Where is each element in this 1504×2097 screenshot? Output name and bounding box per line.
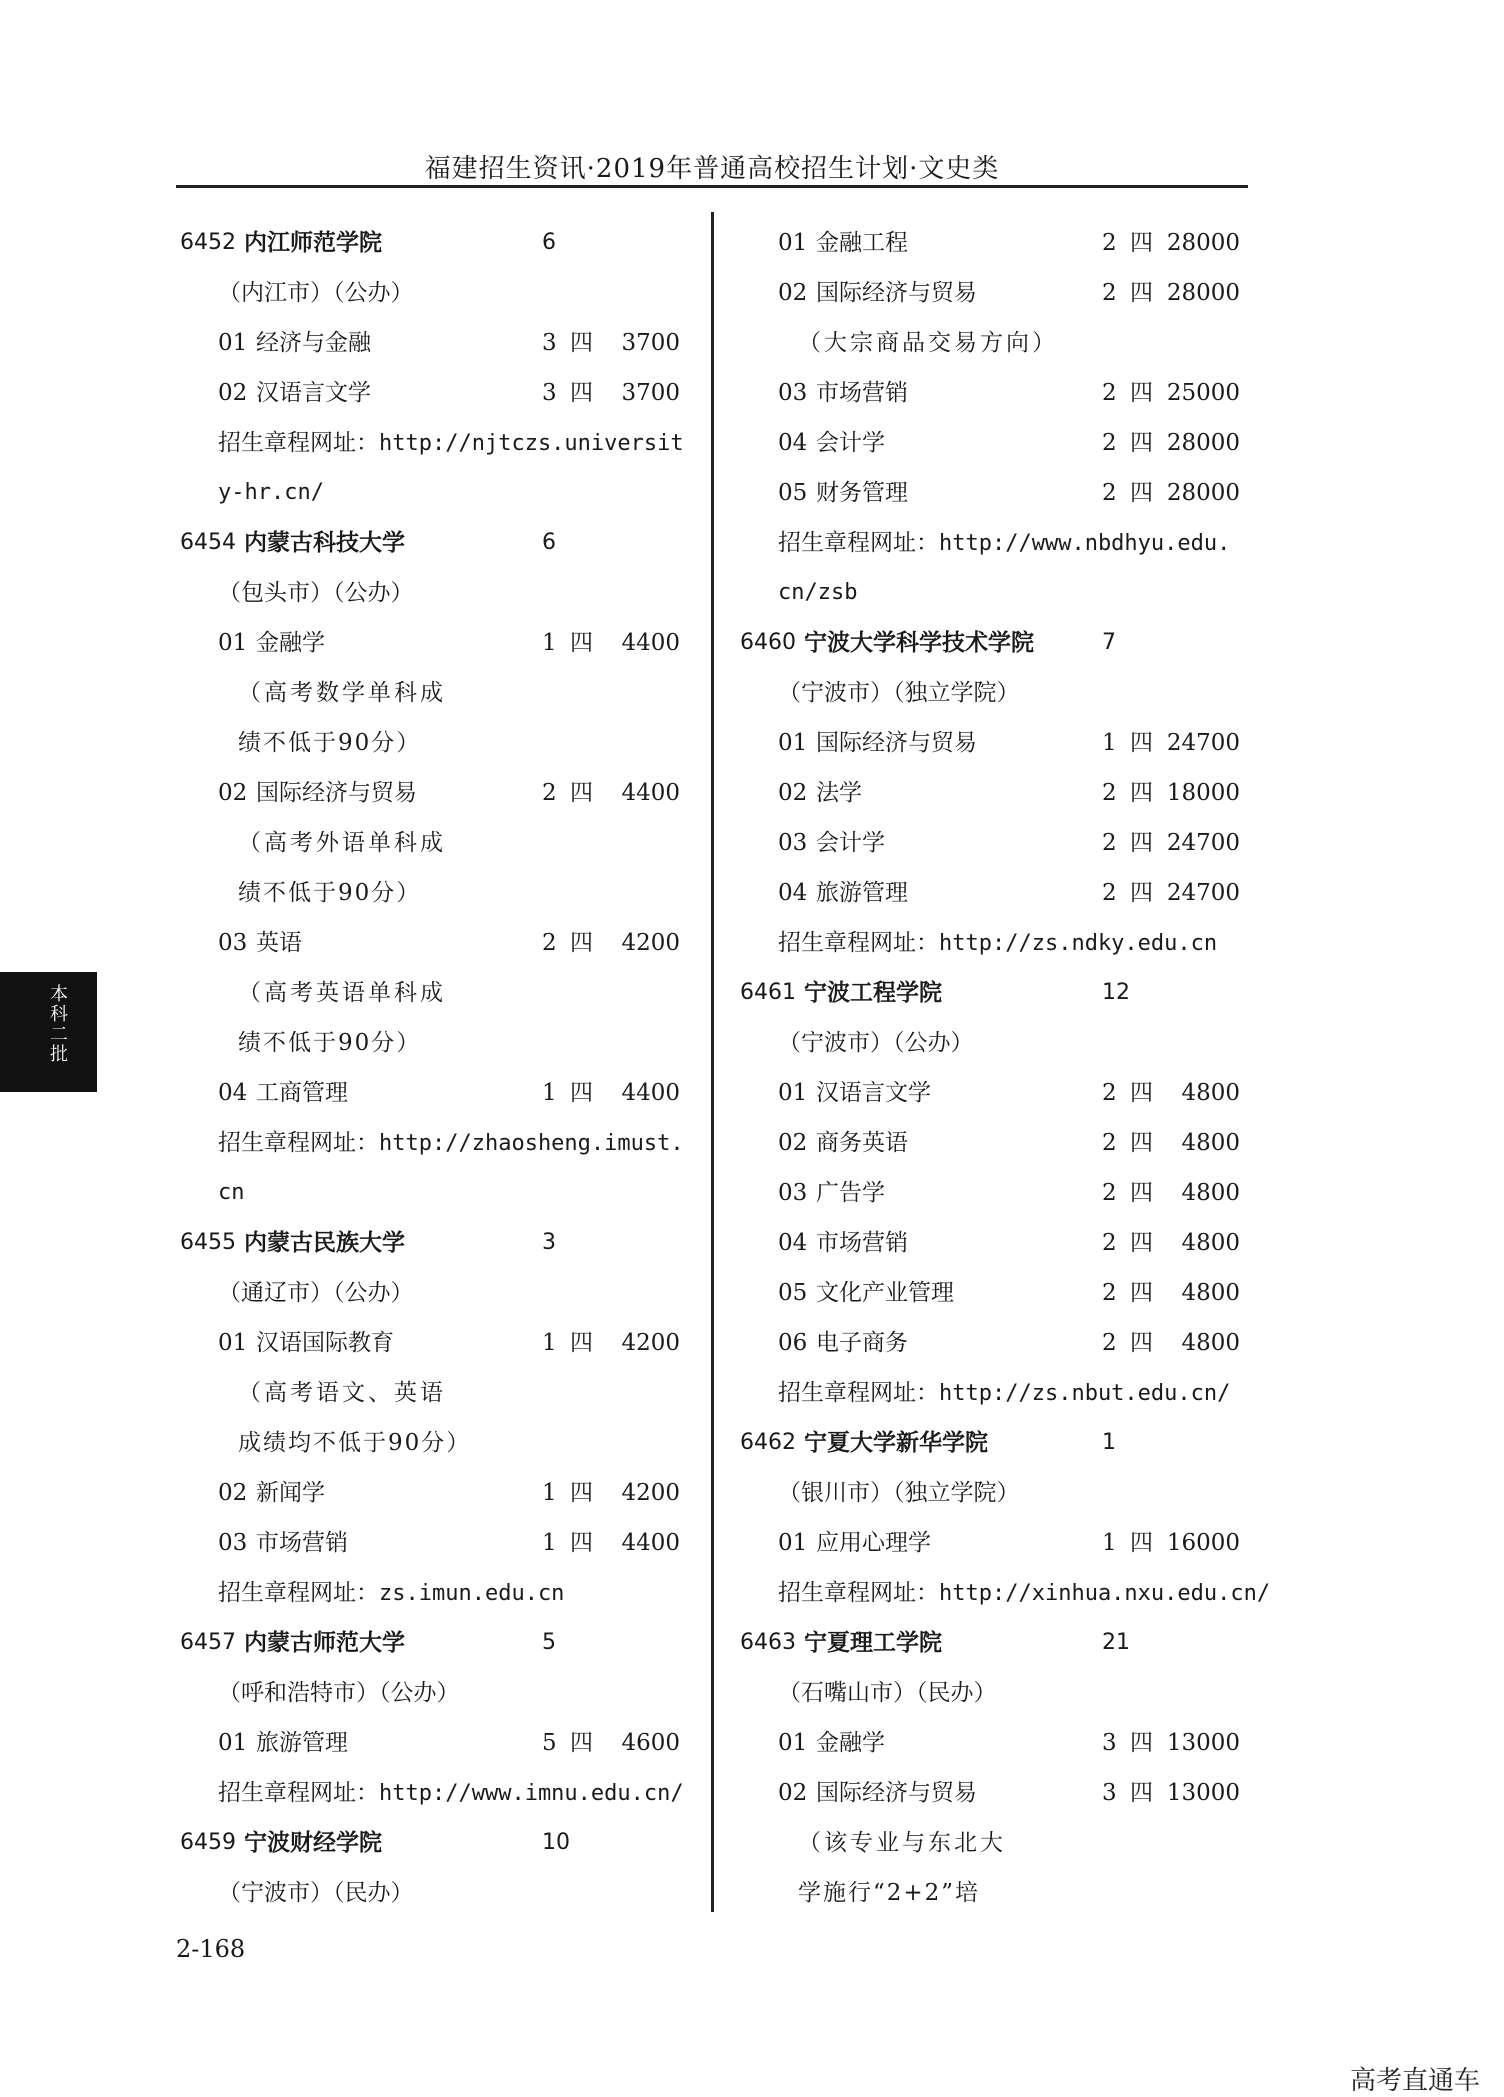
major-name: 市场营销 — [256, 1530, 348, 1556]
header-rule — [176, 185, 1248, 188]
major-row — [180, 1468, 680, 1518]
admission-url: http://zs.nbut.edu.cn/ — [939, 1381, 1231, 1406]
major-code: 06 — [778, 1330, 808, 1356]
major-note: （高考数学单科成 — [238, 680, 446, 706]
major-plan-count: 2 — [1102, 430, 1117, 456]
major-note: （大宗商品交易方向） — [798, 330, 1058, 356]
major-years: 四 — [570, 780, 593, 806]
school-code: 6452 — [180, 230, 236, 255]
major-years: 四 — [1130, 480, 1153, 506]
major-tuition: 4800 — [1181, 1130, 1240, 1156]
major-row — [740, 1268, 1240, 1318]
major-row — [740, 418, 1240, 468]
major-plan-count: 2 — [1102, 1280, 1117, 1306]
watermark: 高考直通车 — [1349, 2066, 1480, 2096]
major-row — [740, 768, 1240, 818]
school-name: 内蒙古民族大学 — [244, 1230, 405, 1256]
school-location: （通辽市）（公办） — [218, 1280, 414, 1306]
admission-url-row — [740, 518, 1240, 568]
major-name: 国际经济与贸易 — [816, 1780, 977, 1806]
major-name: 市场营销 — [816, 380, 908, 406]
major-years: 四 — [570, 930, 593, 956]
major-row — [740, 468, 1240, 518]
major-tuition: 24700 — [1166, 830, 1240, 856]
major-name: 商务英语 — [816, 1130, 908, 1156]
major-plan-count: 2 — [1102, 1130, 1117, 1156]
admission-url-row — [740, 1568, 1271, 1618]
school-location: （银川市）（独立学院） — [778, 1480, 1020, 1506]
major-years: 四 — [1130, 1730, 1153, 1756]
school-row — [740, 1418, 1240, 1468]
major-years: 四 — [1130, 830, 1153, 856]
major-code: 05 — [778, 1280, 808, 1306]
school-row — [740, 618, 1240, 668]
major-years: 四 — [1130, 230, 1153, 256]
major-name: 金融学 — [256, 630, 325, 656]
school-plan-count: 3 — [542, 1230, 556, 1255]
school-plan-count: 10 — [542, 1830, 570, 1855]
major-plan-count: 2 — [1102, 230, 1117, 256]
major-years: 四 — [570, 630, 593, 656]
major-plan-count: 1 — [542, 1530, 557, 1556]
major-code: 01 — [778, 230, 808, 256]
admission-url-continued: y-hr.cn/ — [218, 480, 324, 505]
school-location: （石嘴山市）（民办） — [778, 1680, 997, 1706]
major-tuition: 18000 — [1166, 780, 1240, 806]
page-header: 福建招生资讯·2019年普通高校招生计划·文史类 — [424, 154, 1000, 184]
major-years: 四 — [1130, 430, 1153, 456]
major-row — [740, 818, 1240, 868]
school-plan-count: 12 — [1102, 980, 1130, 1005]
major-row — [740, 218, 1240, 268]
major-code: 02 — [778, 780, 808, 806]
major-row — [180, 1718, 680, 1768]
major-plan-count: 3 — [542, 380, 557, 406]
major-row — [180, 368, 680, 418]
major-years: 四 — [1130, 1080, 1153, 1106]
major-years: 四 — [1130, 1230, 1153, 1256]
admission-url-row — [740, 1368, 1240, 1418]
major-years: 四 — [1130, 280, 1153, 306]
major-years: 四 — [570, 1730, 593, 1756]
major-code: 01 — [218, 330, 248, 356]
major-years: 四 — [570, 330, 593, 356]
major-name: 会计学 — [816, 830, 885, 856]
admission-url: http://www.nbdhyu.edu. — [939, 531, 1231, 556]
major-plan-count: 2 — [542, 930, 557, 956]
major-plan-count: 2 — [1102, 880, 1117, 906]
major-row — [740, 1718, 1240, 1768]
major-tuition: 4800 — [1181, 1230, 1240, 1256]
school-code: 6461 — [740, 980, 796, 1005]
major-name: 新闻学 — [256, 1480, 325, 1506]
major-note-continued: 学施行“2+2”培 — [798, 1880, 981, 1906]
school-plan-count: 1 — [1102, 1430, 1116, 1455]
admission-url-label: 招生章程网址： — [778, 530, 939, 556]
school-row — [180, 1218, 680, 1268]
major-name: 法学 — [816, 780, 862, 806]
major-name: 汉语言文学 — [256, 380, 371, 406]
major-plan-count: 1 — [542, 630, 557, 656]
major-row — [180, 318, 680, 368]
major-code: 01 — [778, 730, 808, 756]
admission-url-label: 招生章程网址： — [218, 1130, 379, 1156]
major-row — [180, 1318, 680, 1368]
major-code: 05 — [778, 480, 808, 506]
major-name: 国际经济与贸易 — [816, 730, 977, 756]
left-column — [180, 218, 684, 1918]
major-code: 02 — [218, 1480, 248, 1506]
school-name: 宁波财经学院 — [244, 1830, 382, 1856]
major-name: 旅游管理 — [256, 1730, 348, 1756]
school-location: （宁波市）（独立学院） — [778, 680, 1020, 706]
admission-url-label: 招生章程网址： — [778, 1380, 939, 1406]
major-note-continued: 绩不低于90分） — [238, 730, 422, 756]
major-plan-count: 2 — [1102, 380, 1117, 406]
major-code: 01 — [778, 1730, 808, 1756]
major-years: 四 — [570, 1080, 593, 1106]
major-code: 03 — [778, 830, 808, 856]
admission-url-row — [180, 418, 684, 468]
major-tuition: 4400 — [621, 630, 680, 656]
major-code: 01 — [218, 1730, 248, 1756]
major-plan-count: 1 — [1102, 1530, 1117, 1556]
column-divider — [711, 212, 714, 1912]
major-row — [740, 1168, 1240, 1218]
admission-url-continued: cn — [218, 1180, 245, 1205]
major-tuition: 4400 — [621, 780, 680, 806]
admission-url-label: 招生章程网址： — [218, 430, 379, 456]
school-name: 宁夏理工学院 — [804, 1630, 942, 1656]
major-name: 工商管理 — [256, 1080, 348, 1106]
school-plan-count: 7 — [1102, 630, 1116, 655]
major-row — [180, 768, 680, 818]
major-code: 01 — [778, 1530, 808, 1556]
major-code: 03 — [778, 1180, 808, 1206]
school-row — [740, 968, 1240, 1018]
admission-url: zs.imun.edu.cn — [379, 1581, 565, 1606]
major-tuition: 25000 — [1166, 380, 1240, 406]
school-code: 6459 — [180, 1830, 236, 1855]
major-row — [180, 918, 680, 968]
major-years: 四 — [570, 1480, 593, 1506]
side-tab-label: 本科二批 — [47, 984, 68, 1064]
school-plan-count: 21 — [1102, 1630, 1130, 1655]
admission-url: http://www.imnu.edu.cn/ — [379, 1781, 684, 1806]
major-code: 04 — [778, 880, 808, 906]
admission-url-label: 招生章程网址： — [218, 1580, 379, 1606]
major-row — [740, 1318, 1240, 1368]
major-tuition: 4400 — [621, 1080, 680, 1106]
school-name: 宁波工程学院 — [804, 980, 942, 1006]
major-tuition: 4600 — [621, 1730, 680, 1756]
school-code: 6462 — [740, 1430, 796, 1455]
admission-url-label: 招生章程网址： — [778, 1580, 939, 1606]
major-plan-count: 2 — [1102, 1080, 1117, 1106]
major-code: 02 — [218, 780, 248, 806]
major-name: 汉语言文学 — [816, 1080, 931, 1106]
school-plan-count: 6 — [542, 230, 556, 255]
major-row — [740, 1068, 1240, 1118]
major-years: 四 — [1130, 880, 1153, 906]
school-code: 6463 — [740, 1630, 796, 1655]
school-row — [180, 1618, 680, 1668]
major-plan-count: 3 — [1102, 1780, 1117, 1806]
major-note-continued: 绩不低于90分） — [238, 880, 422, 906]
school-location: （宁波市）（公办） — [778, 1030, 974, 1056]
major-tuition: 4200 — [621, 930, 680, 956]
admission-url-continued: cn/zsb — [778, 580, 858, 605]
major-tuition: 24700 — [1166, 880, 1240, 906]
major-plan-count: 2 — [1102, 480, 1117, 506]
major-name: 汉语国际教育 — [256, 1330, 394, 1356]
admission-url-row — [740, 918, 1240, 968]
major-name: 英语 — [256, 930, 302, 956]
major-plan-count: 1 — [542, 1480, 557, 1506]
major-code: 04 — [778, 430, 808, 456]
major-name: 应用心理学 — [816, 1530, 931, 1556]
side-tab — [0, 972, 97, 1092]
major-tuition: 4800 — [1181, 1080, 1240, 1106]
major-code: 02 — [778, 1780, 808, 1806]
major-tuition: 3700 — [621, 380, 680, 406]
school-code: 6455 — [180, 1230, 236, 1255]
major-years: 四 — [1130, 730, 1153, 756]
major-code: 02 — [778, 1130, 808, 1156]
major-code: 01 — [778, 1080, 808, 1106]
major-years: 四 — [1130, 1180, 1153, 1206]
admission-url: http://zhaosheng.imust. — [379, 1131, 684, 1156]
major-plan-count: 2 — [1102, 280, 1117, 306]
major-tuition: 3700 — [621, 330, 680, 356]
major-row — [740, 1768, 1240, 1818]
major-years: 四 — [1130, 1330, 1153, 1356]
major-name: 金融工程 — [816, 230, 908, 256]
major-name: 旅游管理 — [816, 880, 908, 906]
major-row — [740, 1118, 1240, 1168]
major-row — [740, 868, 1240, 918]
major-row — [740, 1218, 1240, 1268]
major-note: （高考英语单科成 — [238, 980, 446, 1006]
school-code: 6454 — [180, 530, 236, 555]
school-location: （宁波市）（民办） — [218, 1880, 414, 1906]
major-years: 四 — [570, 1530, 593, 1556]
school-name: 内江师范学院 — [244, 230, 382, 256]
major-code: 01 — [218, 1330, 248, 1356]
school-name: 内蒙古师范大学 — [244, 1630, 405, 1656]
major-years: 四 — [1130, 1280, 1153, 1306]
major-plan-count: 2 — [1102, 780, 1117, 806]
major-row — [180, 1068, 680, 1118]
major-name: 金融学 — [816, 1730, 885, 1756]
school-row — [740, 1618, 1240, 1668]
major-plan-count: 1 — [542, 1330, 557, 1356]
major-name: 电子商务 — [816, 1330, 908, 1356]
school-name: 宁夏大学新华学院 — [804, 1430, 988, 1456]
major-plan-count: 2 — [1102, 1230, 1117, 1256]
major-plan-count: 2 — [542, 780, 557, 806]
major-note: （高考外语单科成 — [238, 830, 446, 856]
major-years: 四 — [1130, 780, 1153, 806]
school-plan-count: 6 — [542, 530, 556, 555]
school-name: 内蒙古科技大学 — [244, 530, 405, 556]
major-plan-count: 3 — [1102, 1730, 1117, 1756]
school-row — [180, 1818, 680, 1868]
major-plan-count: 5 — [542, 1730, 557, 1756]
major-code: 03 — [218, 930, 248, 956]
major-row — [740, 1518, 1240, 1568]
major-tuition: 4400 — [621, 1530, 680, 1556]
major-code: 03 — [218, 1530, 248, 1556]
major-years: 四 — [1130, 1130, 1153, 1156]
major-row — [740, 718, 1240, 768]
major-row — [740, 368, 1240, 418]
major-name: 会计学 — [816, 430, 885, 456]
major-tuition: 28000 — [1166, 430, 1240, 456]
admission-url: http://zs.ndky.edu.cn — [939, 931, 1218, 956]
major-row — [740, 268, 1240, 318]
major-name: 国际经济与贸易 — [256, 780, 417, 806]
major-years: 四 — [1130, 1530, 1153, 1556]
major-plan-count: 1 — [542, 1080, 557, 1106]
school-row — [180, 518, 680, 568]
major-tuition: 4800 — [1181, 1180, 1240, 1206]
major-tuition: 4200 — [621, 1480, 680, 1506]
major-name: 经济与金融 — [256, 330, 371, 356]
major-plan-count: 3 — [542, 330, 557, 356]
school-code: 6460 — [740, 630, 796, 655]
major-years: 四 — [1130, 1780, 1153, 1806]
major-tuition: 4200 — [621, 1330, 680, 1356]
major-years: 四 — [1130, 380, 1153, 406]
admission-url-row — [180, 1768, 684, 1818]
school-name: 宁波大学科学技术学院 — [804, 630, 1034, 656]
major-code: 02 — [218, 380, 248, 406]
major-tuition: 28000 — [1166, 480, 1240, 506]
major-code: 04 — [778, 1230, 808, 1256]
admission-url: http://xinhua.nxu.edu.cn/ — [939, 1581, 1271, 1606]
major-years: 四 — [570, 380, 593, 406]
major-code: 03 — [778, 380, 808, 406]
major-code: 04 — [218, 1080, 248, 1106]
major-plan-count: 1 — [1102, 730, 1117, 756]
school-plan-count: 5 — [542, 1630, 556, 1655]
major-name: 市场营销 — [816, 1230, 908, 1256]
major-code: 01 — [218, 630, 248, 656]
page-number: 2-168 — [176, 1935, 246, 1963]
school-row — [180, 218, 680, 268]
major-name: 财务管理 — [816, 480, 908, 506]
right-column — [740, 218, 1271, 1918]
major-name: 广告学 — [816, 1180, 885, 1206]
major-code: 02 — [778, 280, 808, 306]
major-name: 文化产业管理 — [816, 1280, 954, 1306]
major-tuition: 13000 — [1166, 1780, 1240, 1806]
school-location: （呼和浩特市）（公办） — [218, 1680, 460, 1706]
major-tuition: 28000 — [1166, 230, 1240, 256]
major-note: （该专业与东北大 — [798, 1830, 1006, 1856]
school-code: 6457 — [180, 1630, 236, 1655]
major-plan-count: 2 — [1102, 830, 1117, 856]
admission-url: http://njtczs.universit — [379, 431, 684, 456]
major-years: 四 — [570, 1330, 593, 1356]
admission-url-label: 招生章程网址： — [218, 1780, 379, 1806]
major-tuition: 16000 — [1166, 1530, 1240, 1556]
admission-url-row — [180, 1568, 680, 1618]
major-name: 国际经济与贸易 — [816, 280, 977, 306]
major-row — [180, 618, 680, 668]
school-location: （内江市）（公办） — [218, 280, 414, 306]
major-note-continued: 成绩均不低于90分） — [238, 1430, 472, 1456]
major-row — [180, 1518, 680, 1568]
major-note-continued: 绩不低于90分） — [238, 1030, 422, 1056]
major-tuition: 4800 — [1181, 1330, 1240, 1356]
major-tuition: 4800 — [1181, 1280, 1240, 1306]
school-location: （包头市）（公办） — [218, 580, 414, 606]
major-plan-count: 2 — [1102, 1180, 1117, 1206]
admission-url-label: 招生章程网址： — [778, 930, 939, 956]
major-note: （高考语文、英语 — [238, 1380, 446, 1406]
major-plan-count: 2 — [1102, 1330, 1117, 1356]
major-tuition: 28000 — [1166, 280, 1240, 306]
major-tuition: 24700 — [1166, 730, 1240, 756]
admission-url-row — [180, 1118, 684, 1168]
major-tuition: 13000 — [1166, 1730, 1240, 1756]
